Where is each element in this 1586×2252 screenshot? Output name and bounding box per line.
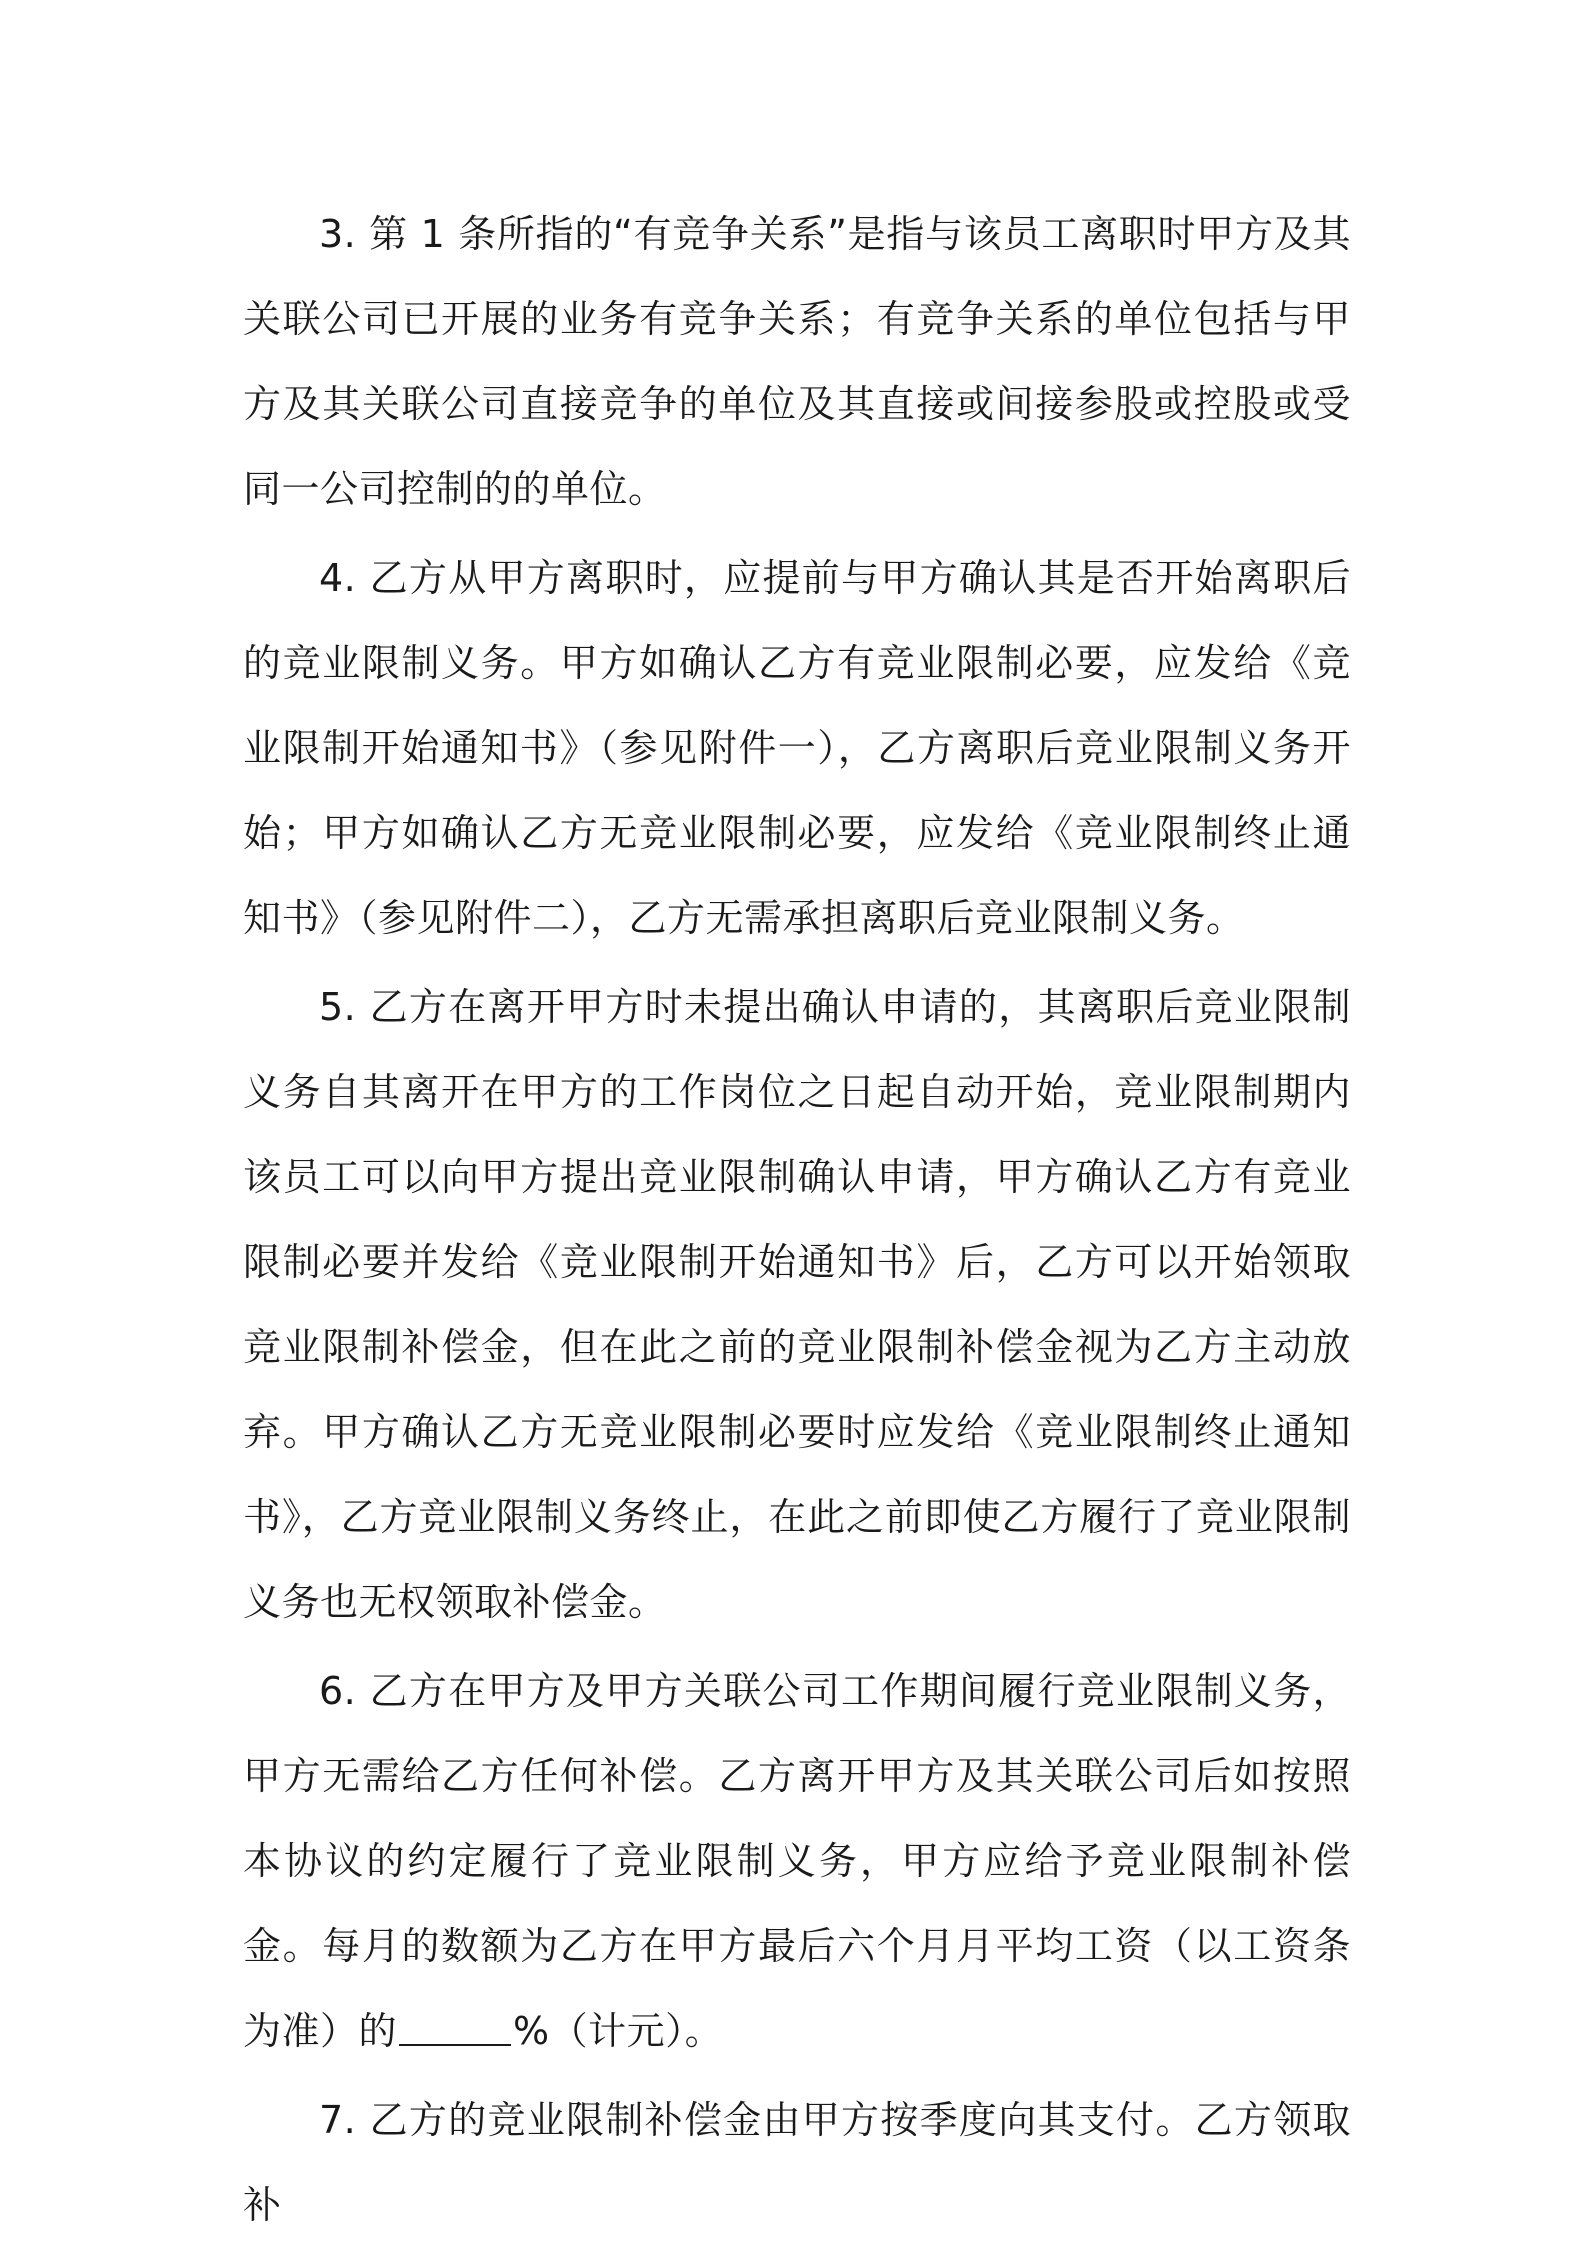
clause-4-paragraph: 4. 乙方从甲方离职时，应提前与甲方确认其是否开始离职后的竞业限制义务。甲方如确认乙方有竞业限制必要，应发给《竞业限制开始通知书》（参见附件一），乙方离职后竞业限制义务开始；甲方如确认乙方无竞业限制必要，应发给《竞业限制终止通知书》（参见附件二），乙方无需承担离职后竞业限制义务。 <box>243 556 1351 940</box>
percentage-blank-line <box>399 1992 511 2046</box>
clause-6-text-after-blank: %（计元）。 <box>513 2009 724 2053</box>
clause-3-paragraph: 3. 第 1 条所指的“有竞争关系”是指与该员工离职时甲方及其关联公司已开展的业务有竞争关系；有竞争关系的单位包括与甲方及其关联公司直接竞争的单位及其直接或间接参股或控股或受同一公司控制的的单位。 <box>243 212 1351 511</box>
clause-6-paragraph <box>243 1649 1351 2074</box>
clause-5-paragraph: 5. 乙方在离开甲方时未提出确认申请的，其离职后竞业限制义务自其离开在甲方的工作岗位之日起自动开始，竞业限制期内该员工可以向甲方提出竞业限制确认申请，甲方确认乙方有竞业限制必要并发给《竞业限制开始通知书》后，乙方可以开始领取竞业限制补偿金，但在此之前的竞业限制补偿金视为乙方主动放弃。甲方确认乙方无竞业限制必要时应发给《竞业限制终止通知书》，乙方竞业限制义务终止，在此之前即使乙方履行了竞业限制义务也无权领取补偿金。 <box>243 985 1351 1624</box>
clause-6-text-before-blank: 6. 乙方在甲方及甲方关联公司工作期间履行竞业限制义务，甲方无需给乙方任何补偿。乙方离开甲方及其关联公司后如按照本协议的约定履行了竞业限制义务，甲方应给予竞业限制补偿金。每月的数额为乙方在甲方最后六个月月平均工资（以工资条为准）的 <box>243 1669 1351 2053</box>
document-body <box>243 192 1351 2252</box>
clause-7-paragraph: 7. 乙方的竞业限制补偿金由甲方按季度向其支付。乙方领取补 <box>243 2098 1351 2227</box>
